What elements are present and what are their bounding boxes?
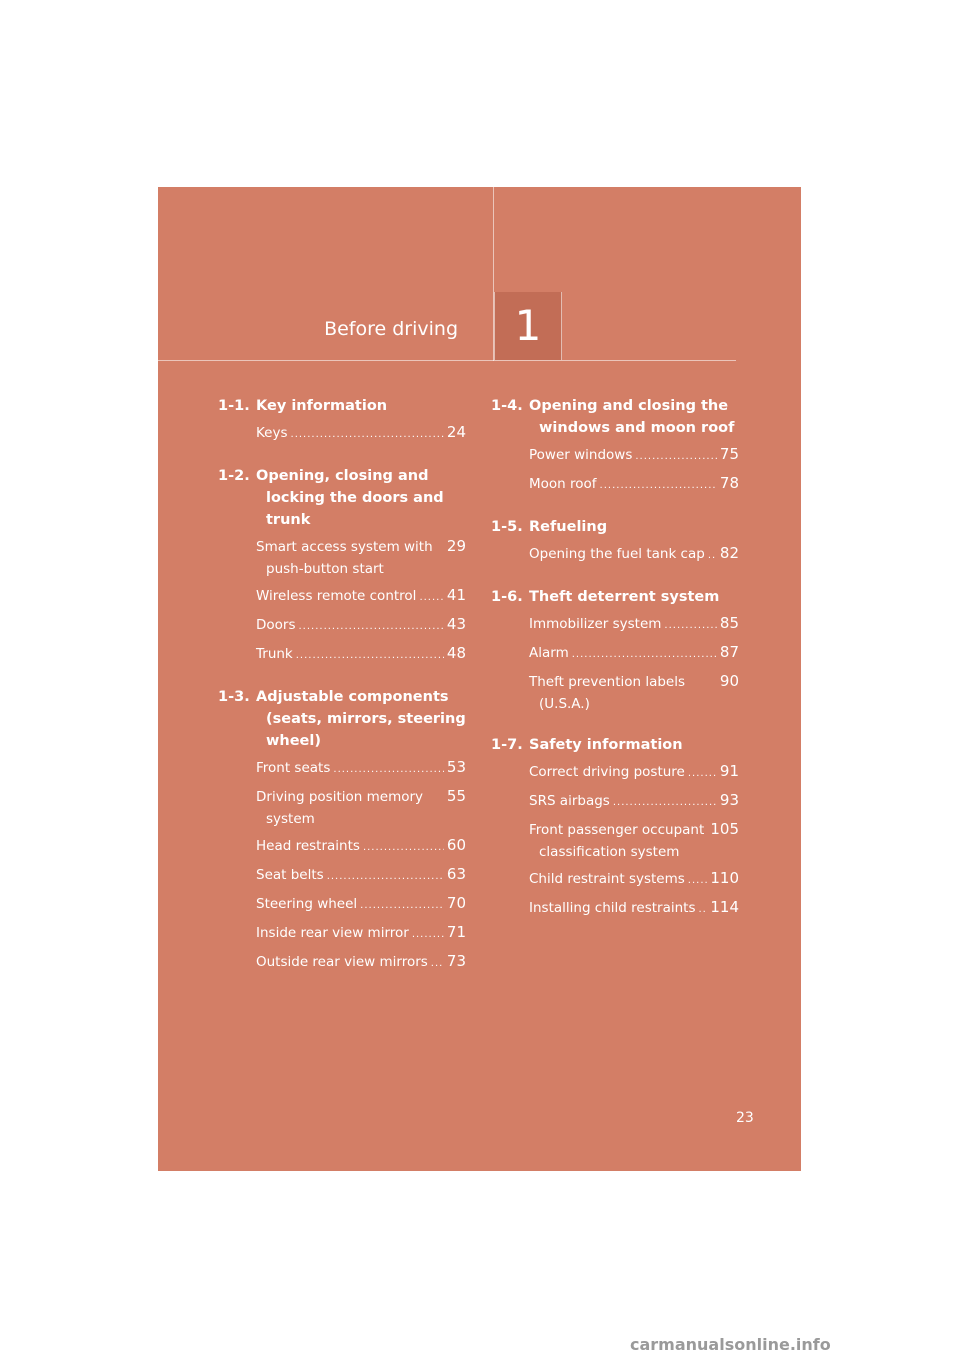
chapter-title: Before driving [324, 318, 458, 340]
entry-page: 82 [719, 544, 739, 562]
toc-entry[interactable] [529, 789, 739, 814]
section-title[interactable]: Adjustable components (seats, mirrors, steering wheel) [256, 689, 466, 749]
entry-label: Steering wheel [256, 896, 358, 912]
toc-entry[interactable] [256, 535, 466, 580]
toc-entry[interactable] [256, 834, 466, 859]
toc-entry[interactable] [529, 670, 739, 715]
entry-label: Doors [256, 617, 296, 633]
entry-page: 43 [446, 615, 466, 633]
section-number: 1-2. [218, 468, 250, 484]
toc-entry[interactable] [529, 472, 739, 497]
section-title[interactable]: Refueling [529, 519, 608, 535]
entry-page: 41 [446, 586, 466, 604]
section-number: 1-6. [491, 589, 523, 605]
section-title[interactable]: Opening, closing and locking the doors and trunk [256, 468, 444, 528]
toc-entry[interactable] [529, 760, 739, 785]
entry-page: 24 [446, 423, 466, 441]
toc-entry[interactable] [529, 641, 739, 666]
watermark: carmanualsonline.info [630, 1335, 831, 1354]
toc-entry[interactable] [529, 542, 739, 567]
entry-label: Keys [256, 425, 288, 441]
toc-entry[interactable] [529, 818, 739, 863]
entry-label: Child restraint systems [529, 871, 685, 887]
toc-entry[interactable] [256, 892, 466, 917]
entry-label: Trunk [256, 646, 293, 662]
toc-section [491, 586, 739, 715]
section-number: 1-7. [491, 737, 523, 753]
entry-label: Smart access system with push-button start [256, 539, 433, 577]
entry-label: Power windows [529, 447, 633, 463]
toc-section [218, 465, 466, 667]
entry-page: 93 [719, 791, 739, 809]
entry-label: Moon roof [529, 476, 597, 492]
entry-page: 105 [710, 820, 739, 838]
entry-page: 114 [710, 898, 739, 916]
section-title[interactable]: Key information [256, 398, 388, 414]
entry-page: 78 [719, 474, 739, 492]
entry-page: 73 [446, 952, 466, 970]
toc-entry[interactable] [256, 756, 466, 781]
entry-label: SRS airbags [529, 793, 610, 809]
entry-page: 85 [719, 614, 739, 632]
section-number: 1-5. [491, 519, 523, 535]
toc-entry[interactable] [529, 867, 739, 892]
toc-column-right [491, 395, 739, 940]
toc-entry[interactable] [256, 785, 466, 830]
entry-page: 70 [446, 894, 466, 912]
toc-section [491, 395, 739, 497]
toc-entry[interactable] [256, 863, 466, 888]
entry-label: Wireless remote control [256, 588, 417, 604]
entry-label: Theft prevention labels (U.S.A.) [529, 674, 686, 712]
toc-entry[interactable] [256, 584, 466, 609]
entry-label: Seat belts [256, 867, 324, 883]
entry-label: Correct driving posture [529, 764, 685, 780]
toc-entry[interactable] [256, 613, 466, 638]
entry-page: 71 [446, 923, 466, 941]
entry-label: Alarm [529, 645, 569, 661]
chapter-number-box [494, 292, 562, 360]
entry-label: Driving position memory system [256, 789, 424, 827]
toc-entry[interactable] [529, 443, 739, 468]
entry-page: 29 [446, 537, 466, 555]
toc-entry[interactable] [529, 896, 739, 921]
entry-label: Outside rear view mirrors [256, 954, 428, 970]
toc-section [491, 516, 739, 567]
toc-entry[interactable] [256, 421, 466, 446]
entry-label: Head restraints [256, 838, 360, 854]
section-number: 1-4. [491, 398, 523, 414]
entry-page: 87 [719, 643, 739, 661]
entry-label: Immobilizer system [529, 616, 662, 632]
entry-page: 48 [446, 644, 466, 662]
page-number: 23 [736, 1110, 754, 1126]
toc-column-left [218, 395, 466, 994]
section-number: 1-1. [218, 398, 250, 414]
toc-section [218, 686, 466, 975]
entry-label: Inside rear view mirror [256, 925, 409, 941]
section-title[interactable]: Safety information [529, 737, 683, 753]
entry-page: 55 [446, 787, 466, 805]
entry-label: Opening the fuel tank cap [529, 546, 705, 562]
toc-entry[interactable] [529, 612, 739, 637]
entry-page: 110 [710, 869, 739, 887]
entry-page: 60 [446, 836, 466, 854]
entry-page: 53 [446, 758, 466, 776]
toc-entry[interactable] [256, 950, 466, 975]
chapter-number: 1 [514, 301, 542, 350]
entry-page: 91 [719, 762, 739, 780]
toc-entry[interactable] [256, 642, 466, 667]
entry-label: Installing child restraints [529, 900, 696, 916]
entry-page: 63 [446, 865, 466, 883]
section-title[interactable]: Opening and closing the windows and moon roof [529, 398, 735, 436]
section-title[interactable]: Theft deterrent system [529, 589, 720, 605]
entry-page: 90 [719, 672, 739, 690]
toc-entry[interactable] [256, 921, 466, 946]
header-divider-horizontal [158, 360, 736, 361]
toc-section [218, 395, 466, 446]
section-number: 1-3. [218, 689, 250, 705]
entry-page: 75 [719, 445, 739, 463]
toc-section [491, 734, 739, 921]
entry-label: Front passenger occupant classification system [529, 822, 705, 860]
entry-label: Front seats [256, 760, 331, 776]
